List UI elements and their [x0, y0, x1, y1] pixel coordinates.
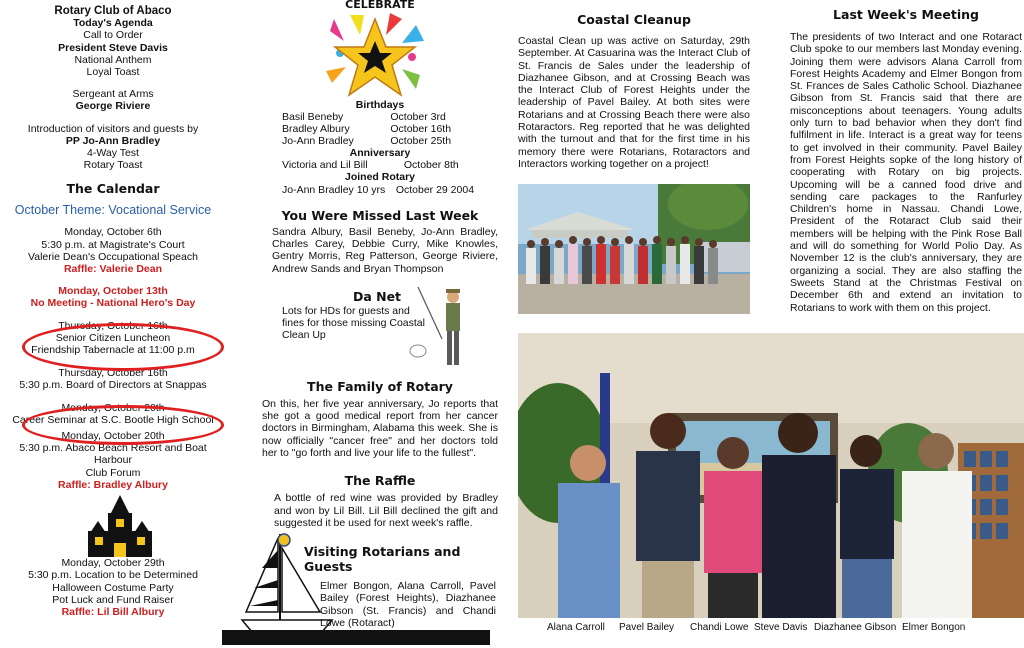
event-detail: Club Forum: [85, 466, 141, 479]
person-name: Jo-Ann Bradley: [282, 135, 354, 148]
event-date: Monday, October 6th: [64, 226, 162, 239]
event-detail: No Meeting - National Hero's Day: [30, 297, 196, 310]
calendar-event: [8, 285, 218, 309]
event-detail: Friendship Tabernacle at 11:00 p.m: [31, 344, 195, 357]
family-heading: The Family of Rotary: [307, 378, 453, 394]
caption-name: Diazhanee Gibson: [814, 622, 897, 633]
anniversary-table: [282, 159, 482, 171]
news-column-two: [262, 0, 498, 529]
visiting-text: Elmer Bongon, Alana Carroll, Pavel Bailey (Forest Heights), Diazhanee Gibson (St. Francis) and Chandi Lowe (Rotaract): [320, 580, 496, 629]
coastal-column: [518, 0, 750, 170]
calendar-theme: October Theme: Vocational Service: [14, 203, 212, 218]
president-label: President Steve Davis: [58, 41, 168, 54]
agenda-title: Today's Agenda: [73, 17, 153, 30]
event-date: Monday, October 20th: [61, 401, 165, 414]
rotary-toast: Rotary Toast: [83, 159, 143, 172]
coastal-cleanup-photo: [518, 184, 750, 314]
sergeant-name: George Riviere: [75, 100, 151, 113]
event-detail: Senior Citizen Luncheon: [55, 331, 171, 344]
celebration-date: October 8th: [403, 159, 459, 172]
last-week-column: [790, 0, 1022, 314]
person-name: Bradley Albury: [282, 123, 350, 136]
agenda-column: [8, 0, 218, 618]
raffle-text: A bottle of red wine was provided by Bradley and won by Lil Bill. Lil Bill declined the gift and suggested it be used for next week's raffle.: [274, 492, 498, 529]
celebration-date: October 25th: [390, 135, 452, 148]
group-photo: [518, 333, 1024, 618]
joined-label: Joined Rotary: [344, 171, 415, 184]
caption-name: Alana Carroll: [547, 622, 605, 633]
visiting-heading: Visiting Rotarians and Guests: [304, 544, 461, 574]
event-detail: 5:30 p.m. at Magistrate's Court: [41, 238, 185, 251]
event-raffle: Raffle: Bradley Albury: [58, 478, 168, 491]
person-name: Jo-Ann Bradley 10 yrs: [282, 183, 386, 196]
raffle-heading: The Raffle: [344, 473, 416, 489]
family-text: On this, her five year anniversary, Jo reports that she got a good medical report from her cancer doctors in Birmingham, Alabama this week. She is now officially "cancer free" and her doctors told her to "go forth and live your life to the fullest".: [262, 397, 498, 459]
event-date: Thursday, October 16th: [58, 319, 168, 332]
caption-name: Steve Davis: [754, 622, 808, 633]
agenda-item: Call to Order: [83, 29, 143, 42]
event-date: Monday, October 29th: [61, 557, 165, 570]
last-week-text: The presidents of two Interact and one Rotaract Club spoke to our members last Monday evening. Joining them were advisors Alana Carroll from Forest Heights Academy and Elmer Bongon from St. Frances de Sales Catholic School. Diazhanee Gibson from St. Francis said that there are misconceptions about teenagers. Young adults only turn to bad behavior when they don't find fulfilment in life. Interact is a great way for teens to get involved in their community. Pavel Bailey from Forest Heights sopke of the long history of cooperating with Rotary on big projects. Upcoming will be a canned food drive and sending care packages to the Ranfurley Children's home in Nassau. Chandi Lowe, President of the Rotaract Club said their members will be helping with the Pink Rose Ball and will do something for World Polio Day. As November 12 is the club's anniversary, they are organizing a social. They are also staffing the Sweets Stand at the Christmas Festival on December 6th and extend an invitation to Rotarians to work with them on this project.: [790, 31, 1022, 314]
haunted-house-icon: [8, 491, 218, 557]
event-detail: 5:30 p.m. Abaco Beach Resort and Boat Harbour: [19, 442, 207, 467]
event-raffle: Raffle: Valerie Dean: [63, 263, 163, 276]
photo-caption: [518, 622, 1024, 636]
anniversary-label: Anniversary: [349, 147, 411, 160]
event-detail: Pot Luck and Fund Raiser: [52, 593, 174, 606]
calendar-event: [8, 226, 218, 275]
last-week-heading: Last Week's Meeting: [833, 7, 979, 22]
event-detail: Valerie Dean's Occupational Speach: [28, 250, 198, 263]
missed-text: Sandra Albury, Basil Beneby, Jo-Ann Bradley, Charles Carey, Debbie Curry, Mike Knowles, Gentry Morris, Reg Patterson, George Riviere, Andrew Sands and Bryan Thompson: [272, 225, 498, 275]
event-detail: Halloween Costume Party: [52, 581, 174, 594]
event-date: Thursday, October 16th: [58, 367, 168, 380]
loyal-toast: Loyal Toast: [86, 66, 140, 79]
event-detail: Career Seminar at S.C. Bootle High School: [12, 413, 214, 426]
person-name: Basil Beneby: [282, 111, 344, 124]
event-detail: 5:30 p.m. Board of Directors at Snappas: [19, 379, 207, 392]
caption-name: Chandi Lowe: [690, 622, 749, 633]
da-net-text: Lots for HDs for guests and fines for those missing Coastal Clean Up: [282, 304, 425, 342]
birthday-row: [282, 123, 482, 135]
coastal-heading: Coastal Cleanup: [577, 12, 691, 27]
fisherman-icon: [408, 279, 478, 379]
da-net-section: [262, 289, 498, 373]
footer-bar: [222, 630, 490, 645]
event-date: Monday, October 20th: [61, 430, 165, 443]
intro-by: PP Jo-Ann Bradley: [65, 134, 161, 147]
person-name: Victoria and Lil Bill: [282, 159, 368, 172]
event-date: Monday, October 13th: [58, 285, 168, 298]
celebration-date: October 29 2004: [395, 183, 475, 196]
birthdays-label: Birthdays: [355, 99, 405, 111]
anthem: National Anthem: [74, 53, 152, 66]
caption-name: Elmer Bongon: [902, 622, 966, 633]
highlight-ellipse: [22, 323, 224, 371]
calendar-event: [8, 557, 218, 618]
event-raffle: Raffle: Lil Bill Albury: [61, 605, 165, 618]
coastal-text: Coastal Clean up was active on Saturday, 29th September. At Casuarina was the Interact Club of St. Francis de Sales under the leadership of Diazhanee Gibson, and at Crossing Beach was the Interact Club of Forest Heights under the leadership of Pavel Bailey. At both sites were Rotarians and at Crossing Beach there were also Rotaractors. Reg reported that he was delighted with the turnout and that for the first time in his memory there were Rotarians, Rotaractors and Interactors working together on a project!: [518, 35, 750, 170]
four-way-test: 4-Way Test: [87, 147, 139, 160]
caption-name: Pavel Bailey: [619, 622, 675, 633]
joined-row: [282, 184, 482, 196]
intro-text: Introduction of visitors and guests by: [27, 122, 199, 135]
da-net-heading: Da Net: [352, 288, 402, 304]
birthday-row: [282, 135, 482, 147]
anniversary-row: [282, 159, 482, 171]
birthdays-table: [282, 111, 482, 147]
visiting-section: [304, 544, 496, 629]
calendar-heading: The Calendar: [66, 181, 160, 197]
sergeant-label: Sergeant at Arms: [72, 88, 154, 101]
club-name: Rotary Club of Abaco: [54, 5, 172, 17]
celebration-date: October 3rd: [390, 111, 446, 124]
highlight-ellipse: [22, 405, 224, 445]
calendar-event: [8, 367, 218, 391]
birthday-row: [282, 111, 482, 123]
event-detail: 5:30 p.m. Location to be Determined: [28, 569, 198, 582]
celebration-date: October 16th: [390, 123, 452, 136]
missed-heading: You Were Missed Last Week: [281, 207, 479, 223]
joined-table: [282, 184, 482, 196]
celebration-star-icon: [262, 11, 498, 103]
celebrate-heading: CELEBRATE: [345, 0, 415, 11]
